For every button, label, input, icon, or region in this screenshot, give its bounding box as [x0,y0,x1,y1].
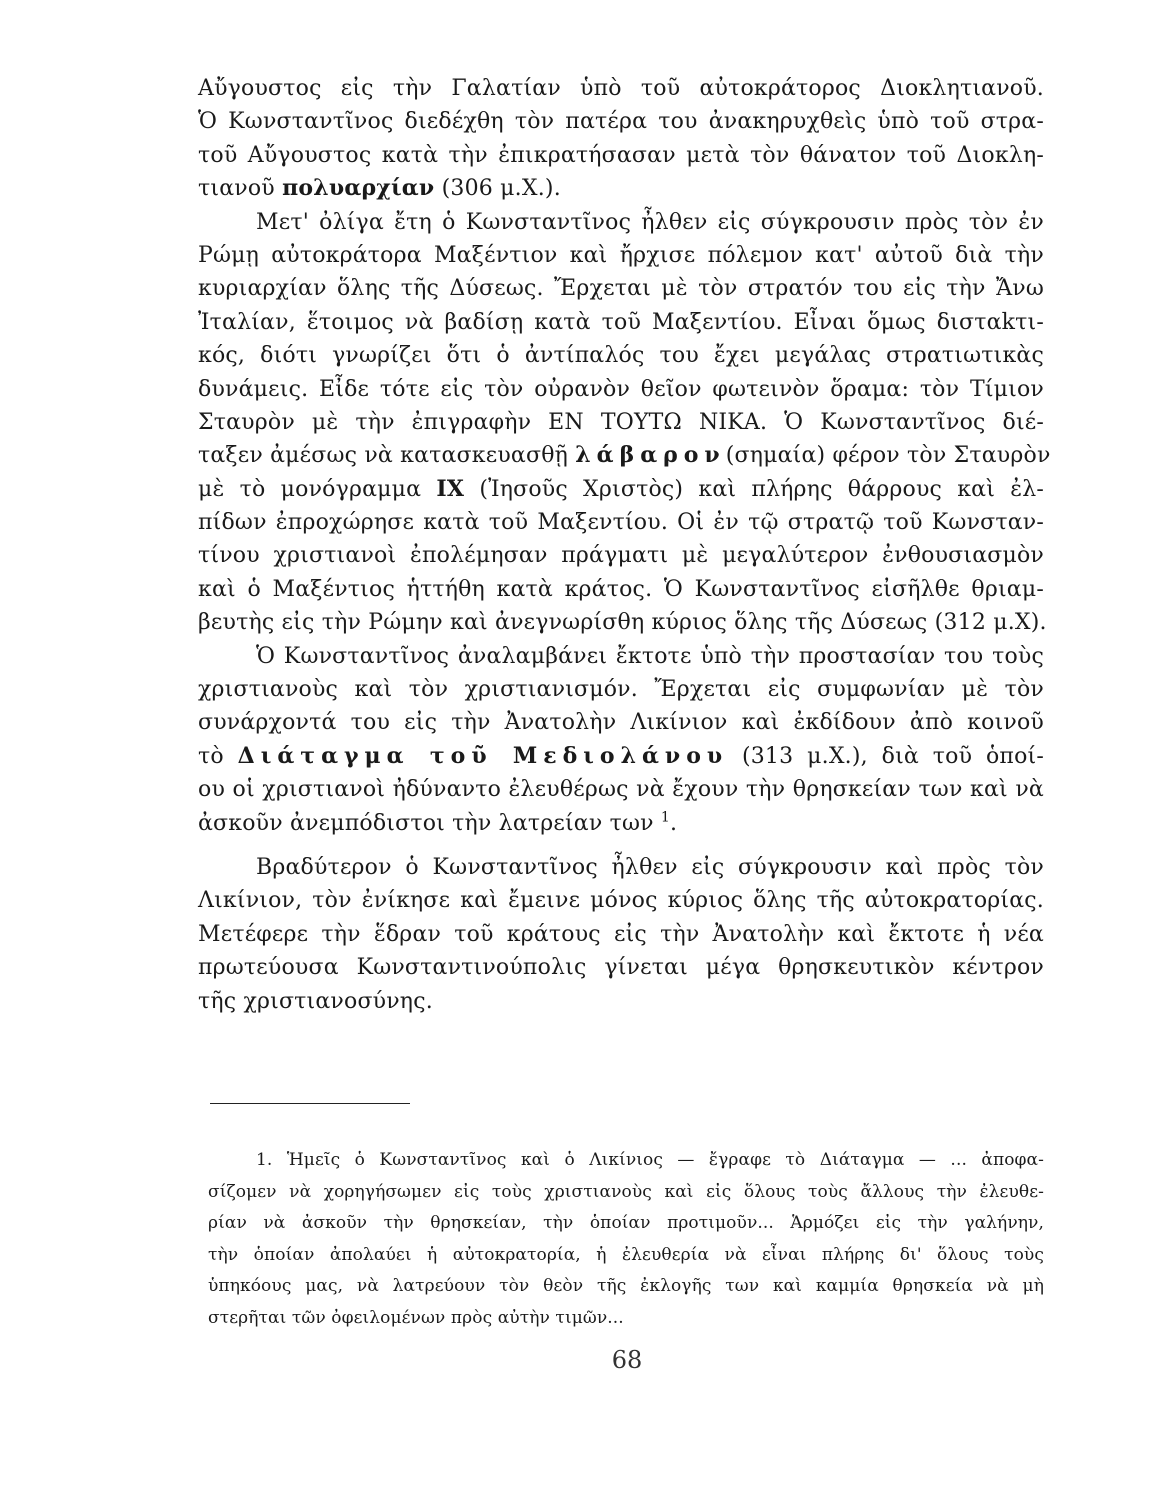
footnote-line: ρίαν νὰ ἀσκοῦν τὴν θρησκείαν, τὴν ὁποίαν προτιμοῦν... Ἁρμόζει εἰς τὴν γαλήνην, [208,1213,1044,1234]
text-line: τοῦ Αὔγουστος κατὰ τὴν ἐπικρατήσασαν μετὰ τὸν θάνατον τοῦ Διοκλη- [198,142,1044,168]
text-line: Σταυρὸν μὲ τὴν ἐπιγραφὴν ΕΝ ΤΟΥΤΩ ΝΙΚΑ. Ὁ Κωνσταντῖνος διέ- [198,409,1044,435]
text-line: Αὔγουστος εἰς τὴν Γαλατίαν ὑπὸ τοῦ αὐτοκράτορος Διοκλητιανοῦ. [198,76,1044,101]
bold-term-edict-of-milan: Διάταγμα τοῦ Μεδιολάνου [237,742,729,769]
text-line [198,740,1044,773]
text-line: κυριαρχίαν ὅλης τῆς Δύσεως. Ἔρχεται μὲ τὸν στρατόν του εἰς τὴν Ἄνω [198,276,1044,302]
footnote-divider [210,1103,410,1104]
text-line: χριστιανοὺς καὶ τὸν χριστιανισμόν. Ἔρχεται εἰς συμφωνίαν μὲ τὸν [198,677,1044,703]
text-line: κός, διότι γνωρίζει ὅτι ὁ ἀντίπαλός του ἔχει μεγάλας στρατιωτικὰς [198,343,1044,369]
footnote-line: σίζομεν νὰ χορηγήσωμεν εἰς τοὺς χριστιανοὺς καὶ εἰς ὅλους τοὺς ἄλλους τὴν ἐλευθε- [208,1181,1044,1202]
text-line: ου οἱ χριστιανοὶ ἠδύναντο ἐλευθέρως νὰ ἔχουν τὴν θρησκείαν των καὶ νὰ [198,777,1044,803]
text-line: Μετ' ὀλίγα ἔτη ὁ Κωνσταντῖνος ἦλθεν εἰς σύγκρουσιν πρὸς τὸν ἐν [256,209,1044,235]
text-line: καὶ ὁ Μαξέντιος ἡττήθη κατὰ κράτος. Ὁ Κωνσταντῖνος εἰσῆλθε θριαμ- [198,576,1044,602]
text-line: πρωτεύουσα Κωνσταντινούπολις γίνεται μέγα θρησκευτικὸν κέντρον [198,955,1044,981]
footnote-line: ὑπηκόους μας, νὰ λατρεύουν τὸν θεὸν τῆς ἐκλογῆς των καὶ καμμία θρησκεία νὰ μὴ [208,1276,1044,1297]
footnote-reference[interactable]: 1 [660,809,671,826]
text-line: δυνάμεις. Εἶδε τότε εἰς τὸν οὐρανὸν θεῖον φωτεινὸν ὅραμα: τὸν Τίμιον [198,376,1044,402]
footnote-line: 1. Ἡμεῖς ὁ Κωνσταντῖνος καὶ ὁ Λικίνιος — ἔγραφε τὸ Διάταγμα — ... ἀποφα- [256,1150,1044,1170]
text-line [198,439,1051,472]
text-line: Λικίνιον, τὸν ἐνίκησε καὶ ἔμεινε μόνος κύριος ὅλης τῆς αὐτοκρατορίας. [198,888,1044,914]
text-line: Ὁ Κωνσταντῖνος διεδέχθη τὸν πατέρα του ἀνακηρυχθεὶς ὑπὸ τοῦ στρα- [198,109,1044,135]
text-span: τιανοῦ [198,176,275,202]
text-span: (σημαία) φέρον τὸν Σταυρὸν [725,443,1051,469]
footnote-line: τὴν ὁποίαν ἀπολαύει ἡ αὐτοκρατορία, ἡ ἐλευθερία νὰ εἶναι πλήρης δι' ὅλους τοὺς [208,1244,1044,1265]
text-line: Ρώμῃ αὐτοκράτορα Μαξέντιον καὶ ἤρχισε πόλεμον κατ' αὐτοῦ διὰ τὴν [198,242,1044,268]
text-line: Ὁ Κωνσταντῖνος ἀναλαμβάνει ἔκτοτε ὑπὸ τὴν προστασίαν του τοὺς [256,643,1044,669]
text-line: πίδων ἐπροχώρησε κατὰ τοῦ Μαξεντίου. Οἱ ἐν τῷ στρατῷ τοῦ Κωνσταν- [198,510,1044,536]
text-line: τῆς χριστιανοσύνης. [198,988,433,1014]
text-span: τὸ [198,743,224,769]
text-line: Μετέφερε τὴν ἕδραν τοῦ κράτους εἰς τὴν Ἀνατολὴν καὶ ἔκτοτε ἡ νέα [198,921,1044,947]
text-line: βευτὴς εἰς τὴν Ρώμην καὶ ἀνεγνωρίσθη κύριος ὅλης τῆς Δύσεως (312 μ.Χ). [198,610,1047,636]
text-line [198,473,1044,506]
footnote [208,1145,1044,1335]
text-span: (Ἰησοῦς Χριστὸς) καὶ πλήρης θάρρους καὶ ἐλ- [479,476,1044,502]
text-line [198,807,1044,840]
text-span: (313 μ.Χ.), διὰ τοῦ ὁποί- [741,743,1044,769]
bold-term-labarum: λάβαρον [575,442,726,469]
text-line: τίνου χριστιανοὶ ἐπολέμησαν πράγματι μὲ μεγαλύτερον ἐνθουσιασμὸν [198,543,1044,569]
text-line: συνάρχοντά του εἰς τὴν Ἀνατολὴν Λικίνιον καὶ ἐκδίδουν ἀπὸ κοινοῦ [198,710,1044,736]
text-span: μὲ τὸ μονόγραμμα [198,476,422,502]
text-span: ἀσκοῦν ἀνεμπόδιστοι τὴν λατρείαν των [198,810,654,836]
text-line: Βραδύτερον ὁ Κωνσταντῖνος ἦλθεν εἰς σύγκρουσιν καὶ πρὸς τὸν [256,854,1044,880]
text-span: ταξεν ἀμέσως νὰ κατασκευασθῇ [198,443,569,469]
text-line [198,172,1044,205]
text-span: (306 μ.Χ.). [441,176,561,202]
text-span: . [670,810,678,836]
page-number: 68 [611,1346,643,1374]
footnote-line: στερῆται τῶν ὀφειλομένων πρὸς αὐτὴν τιμῶν... [208,1307,624,1328]
main-text [198,72,1051,1018]
bold-term-polyarchy: πολυαρχίαν [282,175,435,202]
bold-term-monogram: ΙΧ [436,475,465,502]
text-line: Ἰταλίαν, ἕτοιμος νὰ βαδίσῃ κατὰ τοῦ Μαξεντίου. Εἶναι ὅμως δισταkτι- [198,309,1044,335]
